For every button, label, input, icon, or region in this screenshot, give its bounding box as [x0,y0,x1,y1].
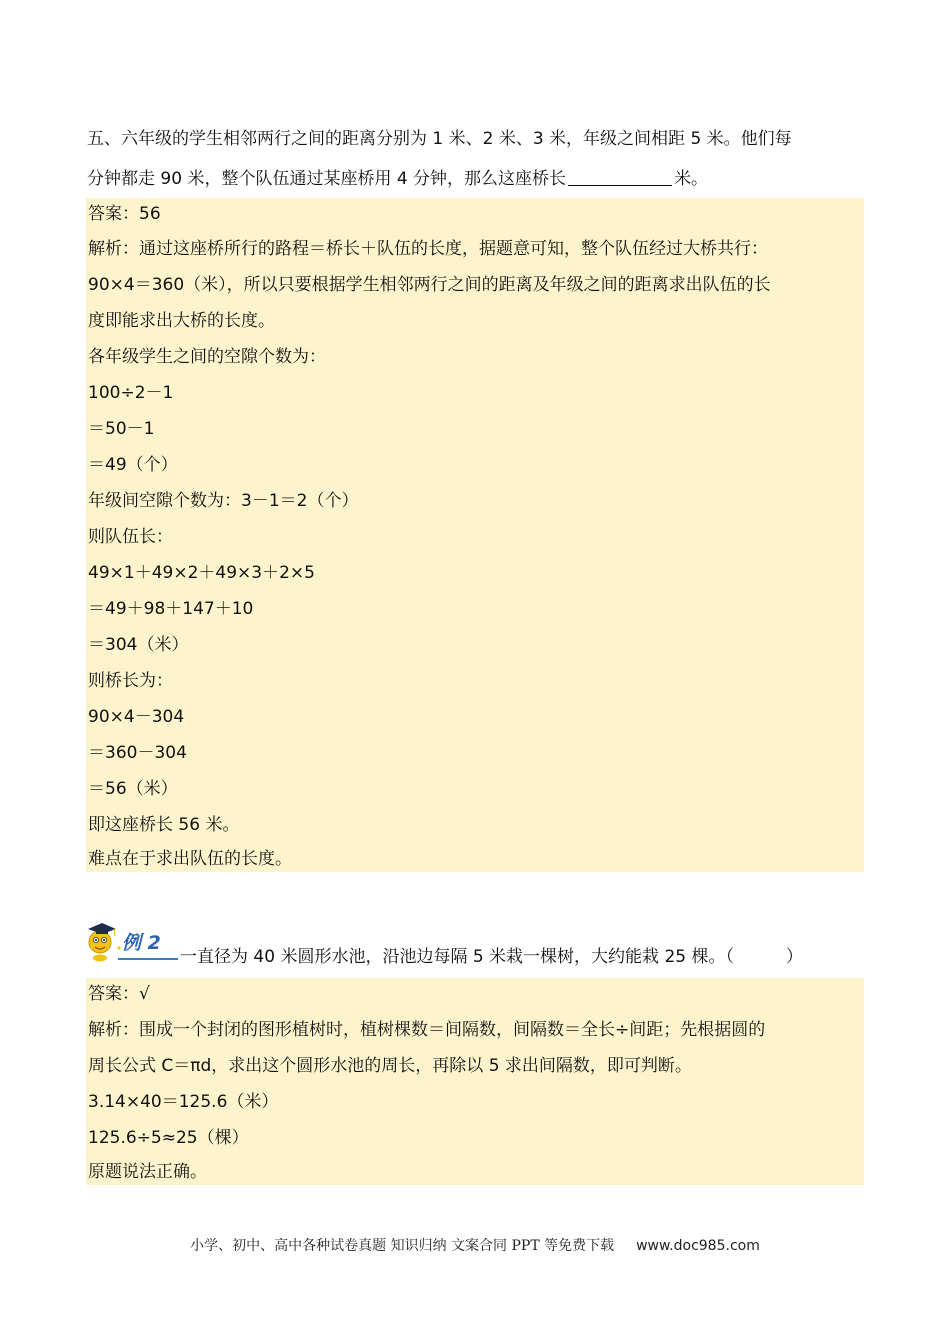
answer2-box [86,978,864,1185]
answer1-line: ＝360－304 [88,743,187,763]
answer1-line: 49×1＋49×2＋49×3＋2×5 [88,563,315,583]
answer1-line: 答案：56 [88,204,161,224]
footer-text: 小学、初中、高中各种试卷真题 知识归纳 文案合同 PPT 等免费下载 [190,1238,615,1254]
answer2-line: 解析：围成一个封闭的图形植树时，植树棵数＝间隔数，间隔数＝全长÷间距；先根据圆的 [88,1020,766,1040]
page-footer [0,1237,950,1255]
example2-text: 一直径为 40 米圆形水池，沿池边每隔 5 米栽一棵树，大约能栽 25 棵。（ [180,947,735,967]
problem1-line1: 五、六年级的学生相邻两行之间的距离分别为 1 米、2 米、3 米，年级之间相距 5 米。他们每 [87,129,792,149]
answer1-line: 解析：通过这座桥所行的路程＝桥长＋队伍的长度，据题意可知，整个队伍经过大桥共行： [88,239,768,259]
problem1-line2-unit: 米。 [674,169,709,189]
badge-label: 例 2 [122,932,161,954]
answer1-line: ＝56（米） [88,779,178,799]
answer1-line: 各年级学生之间的空隙个数为： [88,347,326,367]
answer2-line: 3.14×40＝125.6（米） [88,1092,279,1112]
answer2-line: 125.6÷5≈25（棵） [88,1128,249,1148]
problem1-line2 [87,168,867,190]
answer1-line: 则桥长为： [88,671,173,691]
answer2-line: 答案：√ [88,984,150,1004]
answer1-line: 即这座桥长 56 米。 [88,815,240,835]
answer1-line: ＝49（个） [88,455,178,475]
answer1-line: 度即能求出大桥的长度。 [88,311,275,331]
problem1-line2-text: 分钟都走 90 米，整个队伍通过某座桥用 4 分钟，那么这座桥长 [87,169,567,189]
answer1-box [86,198,864,872]
example2-question [180,946,870,968]
answer1-line: 90×4＝360（米），所以只要根据学生相邻两行之间的距离及年级之间的距离求出队伍的长 [88,275,771,295]
answer1-line: ＝49＋98＋147＋10 [88,599,254,619]
answer1-line: ＝304（米） [88,635,189,655]
answer1-line: 难点在于求出队伍的长度。 [88,849,292,869]
answer2-line: 周长公式 C＝πd，求出这个圆形水池的周长，再除以 5 求出间隔数，即可判断。 [88,1056,692,1076]
answer1-line: 100÷2－1 [88,383,174,403]
answer-blank [568,169,672,186]
answer1-line: 年级间空隙个数为：3－1＝2（个） [88,491,359,511]
answer1-line: ＝50－1 [88,419,155,439]
answer1-line: 则队伍长： [88,527,173,547]
example2-close-paren: ） [786,947,804,967]
footer-url[interactable]: www.doc985.com [636,1238,760,1254]
badge-underline [118,958,178,960]
answer1-line: 90×4－304 [88,707,185,727]
answer2-line: 原题说法正确。 [88,1162,207,1182]
example-badge-icon [86,918,178,962]
